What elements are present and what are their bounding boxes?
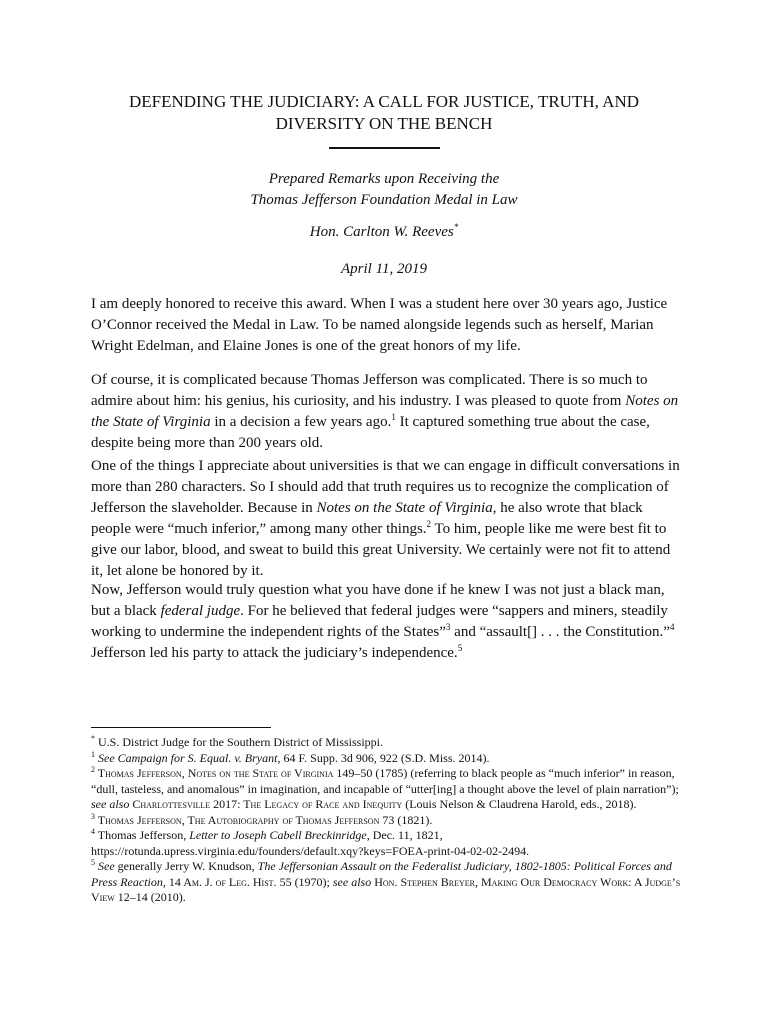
title-line-2: DIVERSITY ON THE BENCH [275, 114, 493, 133]
footnote-text: 12–14 (2010). [114, 890, 186, 904]
paragraph-3-text: , he also wrote that black people were “much inferior,” among many other things. [91, 500, 643, 537]
footnote-number: 4 [91, 827, 95, 836]
footnote-text: , Dec. 11, 1821, [366, 828, 443, 842]
footnote-ref-1: 1 [391, 412, 396, 422]
paragraph-4-text: Now, Jefferson would truly question what you have done if he knew I was not just a black man, but a black [91, 582, 665, 619]
footnote-1 [91, 751, 681, 767]
document-title [80, 91, 688, 135]
footnote-source-title: Thomas Jefferson, Notes on the State of Virginia [95, 766, 334, 780]
paragraph-1: I am deeply honored to receive this award. When I was a student here over 30 years ago, Justice O’Connor received the Medal in Law. To be named alongside legends such as herself, Marian Wright Edelman, and Elaine Jones is one of the great honors of my life. [91, 296, 668, 354]
paragraph-3-book-title: Notes on the State of Virginia [316, 500, 493, 516]
footnote-5 [91, 859, 681, 906]
footnote-text: 73 (1821). [379, 812, 433, 827]
paragraph-4-text: . For he believed that federal judges were “sappers and miners, steadily working to undermine the independent rights of the States” [91, 603, 668, 640]
footnote-4 [91, 828, 681, 859]
footnotes [91, 735, 681, 906]
footnote-ref-5: 5 [457, 643, 463, 653]
paragraph-3-text: To him, people like me were best fit to give our labor, blood, and sweat to build this great University. We certainly were not fit to attend it, let alone be honored by it. [91, 521, 671, 579]
footnote-mark: * [91, 734, 95, 743]
footnote-source-title: Thomas Jefferson, The Autobiography of Thomas Jefferson [95, 812, 380, 827]
footnote-url: https://rotunda.upress.virginia.edu/founders/default.xqy?keys=FOEA-print-04-02-02-2494. [91, 843, 530, 858]
footnote-text: U.S. District Judge for the Southern District of Mississippi. [95, 735, 383, 749]
footnote-signal: See [95, 750, 115, 765]
footnote-ref-3: 3 [445, 622, 451, 632]
subtitle-line-1: Prepared Remarks upon Receiving the [268, 171, 500, 187]
paragraph-4-text: and “assault[] . . . the Constitution.” [450, 624, 670, 640]
footnote-text: Thomas Jefferson, [95, 828, 190, 842]
footnote-text: 149–50 (1785) (referring to black people as “much inferior” in reason, “dull, tasteless, and anomalous” in imagination, and incapable of “utter[ing] a thought above the level of plain narration”); [91, 766, 679, 796]
footnote-number: 5 [91, 858, 95, 867]
footnote-signal: see also [332, 874, 372, 889]
footnote-3 [91, 813, 681, 829]
footnote-text: (Louis Nelson & Claudrena Harold, eds., 2018). [402, 797, 637, 811]
footnote-ref-2: 2 [426, 519, 432, 529]
paragraph-4 [91, 580, 681, 664]
author-name: Hon. Carlton W. Reeves [309, 224, 454, 240]
footnote-source-title: Charlottesville 2017: The Legacy of Race and Inequity [129, 797, 403, 811]
paragraph-4-text: Jefferson led his party to attack the judiciary’s independence. [91, 645, 458, 661]
author-footnote-mark: * [453, 222, 459, 232]
paragraph-2-book-title: Notes on the State of Virginia [91, 393, 679, 430]
footnote-number: 3 [91, 811, 95, 821]
paragraph-4-emphasis: federal judge [160, 603, 241, 619]
footnote-journal: 14 Am. J. of Leg. Hist. [165, 874, 277, 889]
author-line [80, 222, 688, 243]
title-line-1: DEFENDING THE JUDICIARY: A CALL FOR JUSTICE, TRUTH, AND [128, 92, 640, 111]
speech-date: April 11, 2019 [341, 261, 427, 277]
footnote-text: generally Jerry W. Knudson, [114, 859, 258, 873]
footnote-ref-4: 4 [669, 622, 675, 632]
footnote-2 [91, 766, 681, 813]
footnote-case-name: Campaign for S. Equal. v. Bryant [114, 750, 278, 765]
paragraph-2 [91, 370, 681, 454]
footnote-source-title: Letter to Joseph Cabell Breckinridge [189, 828, 367, 842]
footnote-text: , 64 F. Supp. 3d 906, 922 (S.D. Miss. 2014). [277, 750, 490, 765]
footnote-separator [91, 727, 271, 728]
title-divider [329, 147, 440, 149]
paragraph-2-text: It captured something true about the case, despite being more than 200 years old. [91, 414, 650, 451]
footnote-signal: See [95, 859, 115, 873]
footnote-number: 2 [91, 765, 95, 774]
footnote-signal: see also [91, 797, 130, 811]
footnote-text: 55 (1970); [276, 874, 333, 889]
subtitle [80, 169, 688, 211]
footnote-number: 1 [91, 749, 95, 759]
paragraph-3 [91, 456, 681, 582]
footnote-source-title: The Jeffersonian Assault on the Federalist Judiciary, 1802-1805: Political Forces and Press Reaction, [91, 859, 672, 889]
footnote-source-title: Hon. Stephen Breyer, Making Our Democracy Work: A Judge’s View [91, 874, 681, 904]
subtitle-line-2: Thomas Jefferson Foundation Medal in Law [250, 192, 518, 208]
footnote-star [91, 735, 681, 751]
paragraph-3-text: One of the things I appreciate about universities is that we can engage in difficult conversations in more than 280 characters. So I should add that truth requires us to recognize the complication of Jefferson the slaveholder. Because in [91, 458, 680, 516]
paragraph-2-text: in a decision a few years ago. [210, 414, 392, 430]
paragraph-2-text: Of course, it is complicated because Thomas Jefferson was complicated. There is so much to admire about him: his genius, his curiosity, and his industry. I was pleased to quote from [91, 372, 648, 409]
